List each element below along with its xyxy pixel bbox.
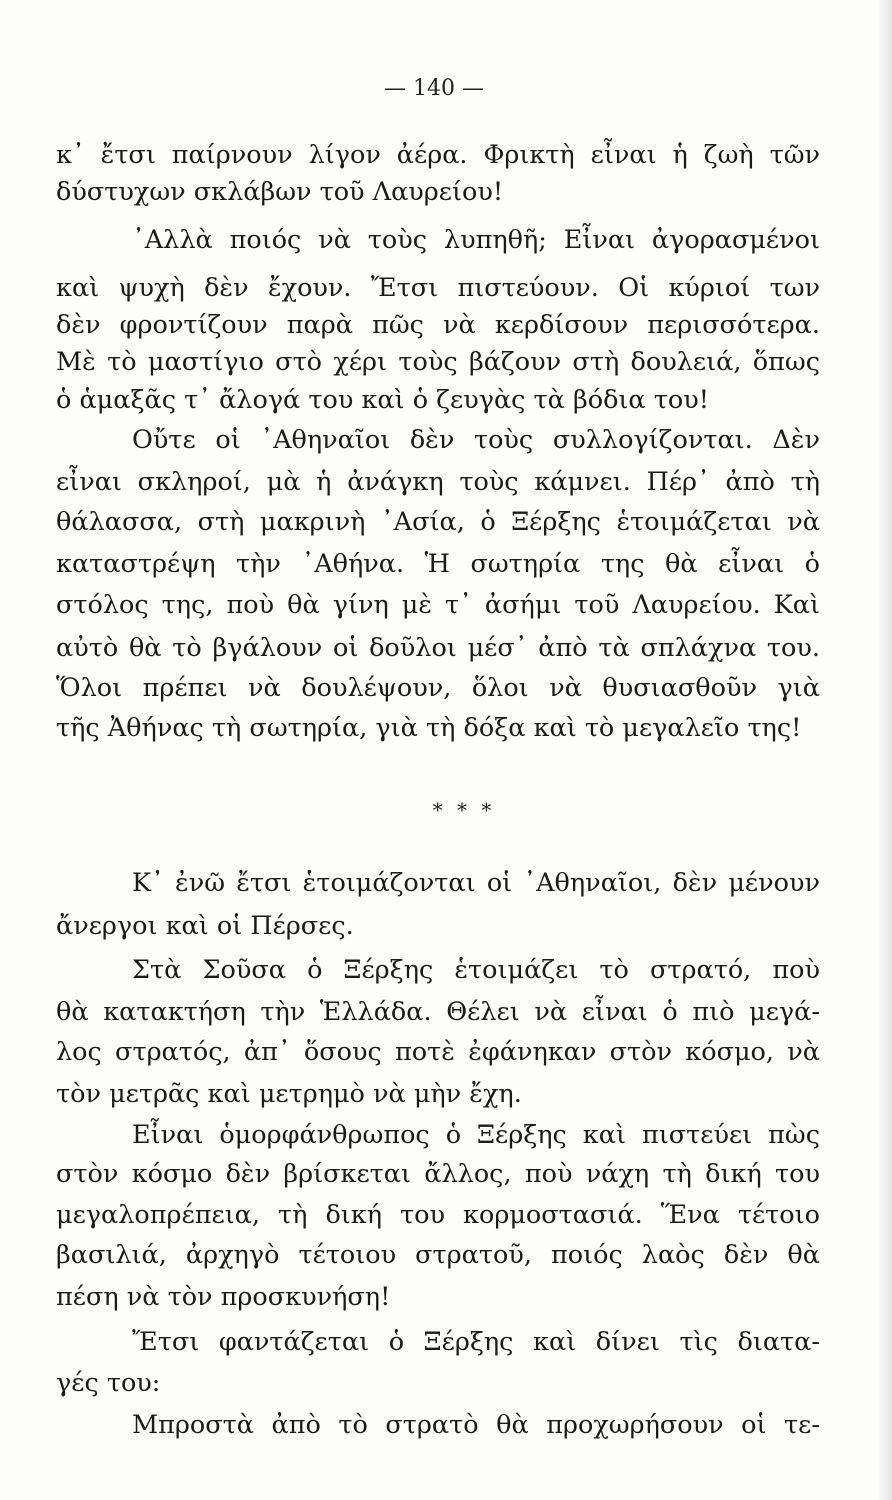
text-line: Κ᾿ ἐνῶ ἔτσι ἑτοιμάζονται οἱ ᾿Αθηναῖοι, δὲν μένουν <box>132 868 820 898</box>
text-line: τὸν μετρᾶς καὶ μετρημὸ νὰ μὴν ἔχη. <box>56 1079 522 1109</box>
text-line: καὶ ψυχὴ δὲν ἔχουν. Ἔτσι πιστεύουν. Οἱ κύριοί των <box>56 273 820 303</box>
text-line: Οὔτε οἱ ᾿Αθηναῖοι δὲν τοὺς συλλογίζονται. Δὲν <box>132 425 820 455</box>
text-line: γές του: <box>56 1368 161 1398</box>
text-line: θάλασσα, στὴ μακρινὴ ᾿Ασία, ὁ Ξέρξης ἑτοιμάζεται νὰ <box>56 507 820 537</box>
text-line: δύστυχων σκλάβων τοῦ Λαυρείου! <box>56 177 504 207</box>
text-line: Στὰ Σοῦσα ὁ Ξέρξης ἑτοιμάζει τὸ στρατό, ποὺ <box>132 955 820 985</box>
text-line: ἄνεργοι καὶ οἱ Πέρσες. <box>56 911 354 941</box>
text-line: κ᾿ ἔτσι παίρνουν λίγον ἀέρα. Φρικτὴ εἶναι ἡ ζωὴ τῶν <box>56 140 820 170</box>
section-separator: * * * <box>432 798 496 822</box>
text-line: καταστρέψη τὴν ᾿Αθήνα. Ἡ σωτηρία της θὰ εἶναι ὁ <box>56 549 820 579</box>
text-line: ᾿Αλλὰ ποιός νὰ τοὺς λυπηθῆ; Εἶναι ἀγορασμένοι <box>132 225 820 255</box>
text-line: βασιλιά, ἀρχηγὸ τέτοιου στρατοῦ, ποιός λαὸς δὲν θὰ <box>56 1240 820 1270</box>
text-line: Μπροστὰ ἀπὸ τὸ στρατὸ θὰ προχωρήσουν οἱ τε- <box>132 1410 820 1440</box>
text-line: Ὅλοι πρέπει νὰ δουλέψουν, ὅλοι νὰ θυσιασθοῦν γιὰ <box>56 673 820 703</box>
text-line: Ἔτσι φαντάζεται ὁ Ξέρξης καὶ δίνει τὶς διατα- <box>132 1327 820 1357</box>
text-line: πέση νὰ τὸν προσκυνήση! <box>56 1282 391 1312</box>
text-line: στὸν κόσμο δὲν βρίσκεται ἄλλος, ποὺ νάχη τὴ δική του <box>56 1159 820 1189</box>
text-line: Εἶναι ὁμορφάνθρωπος ὁ Ξέρξης καὶ πιστεύει πὼς <box>132 1120 820 1150</box>
text-line: μεγαλοπρέπεια, τὴ δική του κορμοστασιά. Ἕνα τέτοιο <box>56 1200 820 1230</box>
page-number: — 140 — <box>384 76 484 101</box>
text-line: τῆς Ἀθήνας τὴ σωτηρία, γιὰ τὴ δόξα καὶ τὸ μεγαλεῖο της! <box>56 713 802 743</box>
text-line: στόλος της, ποὺ θὰ γίνη μὲ τ᾿ ἀσήμι τοῦ Λαυρείου. Καὶ <box>56 590 820 620</box>
text-line: δὲν φροντίζουν παρὰ πῶς νὰ κερδίσουν περισσότερα. <box>56 310 820 340</box>
text-line: εἶναι σκληροί, μὰ ἡ ἀνάγκη τοὺς κάμνει. Πέρ᾿ ἀπὸ τὴ <box>56 467 820 497</box>
text-line: αὐτὸ θὰ τὸ βγάλουν οἱ δοῦλοι μέσ᾿ ἀπὸ τὰ σπλάχνα του. <box>56 633 820 663</box>
text-line: θὰ κατακτήση τὴν Ἑλλάδα. Θέλει νὰ εἶναι ὁ πιὸ μεγά- <box>56 997 820 1027</box>
text-line: λος στρατός, ἀπ᾿ ὅσους ποτὲ ἐφάνηκαν στὸν κόσμο, νὰ <box>56 1037 820 1067</box>
text-line: ὁ ἁμαξᾶς τ᾿ ἄλογά του καὶ ὁ ζευγὰς τὰ βόδια του! <box>56 385 709 415</box>
text-line: Μὲ τὸ μαστίγιο στὸ χέρι τοὺς βάζουν στὴ δουλειά, ὅπως <box>56 347 820 377</box>
page-spine-shadow <box>878 0 892 1500</box>
